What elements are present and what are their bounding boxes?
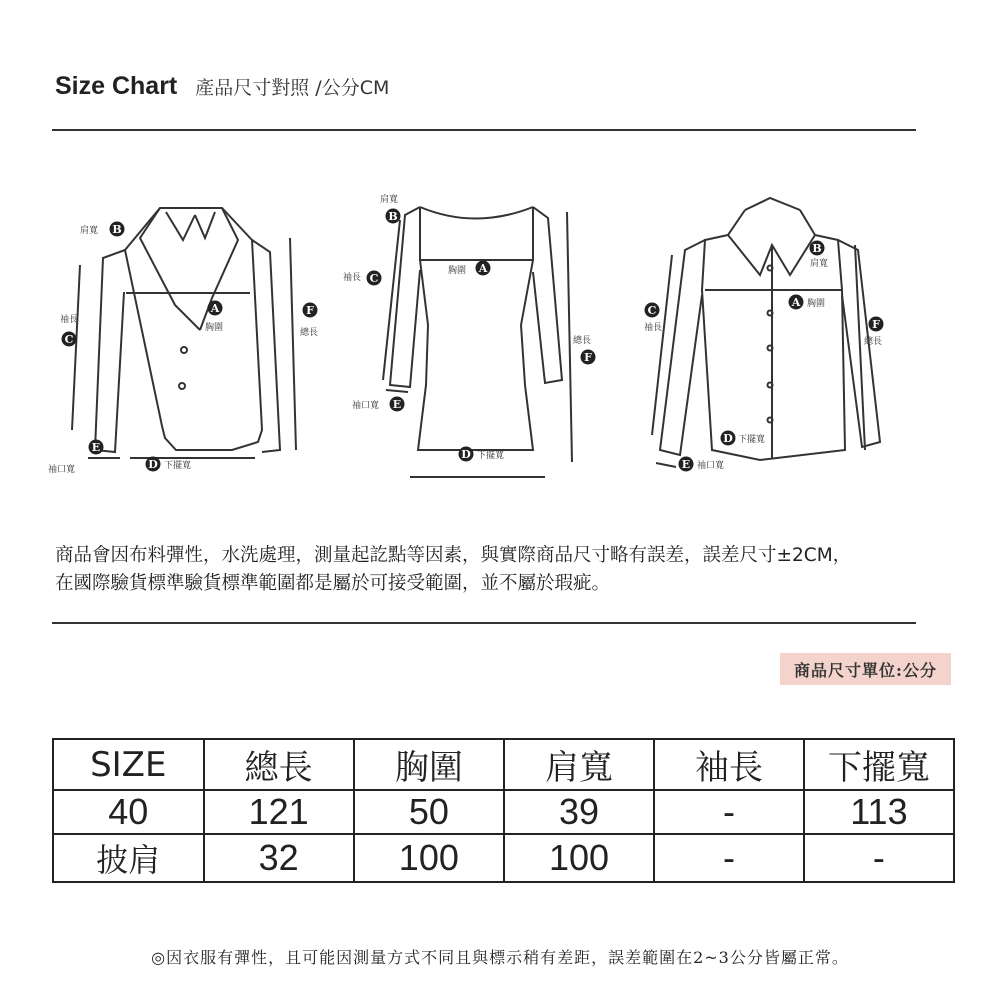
- svg-text:C: C: [647, 304, 657, 317]
- jacket-label-shoulder: 肩寬: [80, 226, 99, 236]
- jacket-label-length: 總長: [300, 328, 319, 338]
- table-cell: 39: [504, 790, 654, 834]
- dress-badge-c: [367, 271, 382, 286]
- jacket-label-chest: 胸圍: [205, 323, 224, 333]
- table-row: [53, 834, 954, 882]
- svg-text:D: D: [461, 448, 471, 461]
- jacket-badge-d: [146, 457, 161, 472]
- svg-text:B: B: [388, 210, 398, 223]
- svg-text:E: E: [91, 441, 101, 454]
- svg-text:A: A: [478, 262, 488, 275]
- table-cell: 50: [354, 790, 504, 834]
- measurement-note: [55, 542, 851, 598]
- divider-top: [52, 129, 916, 131]
- table-cell: 100: [504, 834, 654, 882]
- jacket-badge-a: [208, 301, 223, 316]
- divider-middle: [52, 622, 916, 624]
- dress-diagram: [383, 207, 572, 477]
- dress-label-length: 總長: [573, 336, 592, 346]
- table-cell: 121: [204, 790, 354, 834]
- svg-text:C: C: [369, 272, 379, 285]
- svg-text:C: C: [64, 333, 74, 346]
- svg-text:A: A: [791, 296, 801, 309]
- svg-text:A: A: [210, 302, 220, 315]
- table-cell: -: [804, 834, 954, 882]
- jacket-badge-b: [110, 222, 125, 237]
- shirt-diagram: [652, 198, 883, 467]
- dress-badge-f: [581, 350, 596, 365]
- jacket-badge-c: [62, 332, 77, 347]
- svg-text:D: D: [723, 432, 733, 445]
- dress-badge-d: [459, 447, 474, 462]
- table-cell: -: [654, 790, 804, 834]
- page-title: Size Chart: [55, 72, 178, 100]
- header-shoulder: 肩寬: [504, 739, 654, 790]
- table-cell: 113: [804, 790, 954, 834]
- dress-badge-a: [476, 261, 491, 276]
- page-subtitle: 產品尺寸對照 /公分CM: [195, 77, 390, 99]
- shirt-badge-e: [679, 457, 694, 472]
- page-header: [55, 72, 389, 101]
- svg-text:B: B: [812, 242, 822, 255]
- table-cell: 32: [204, 834, 354, 882]
- note-line-1: 商品會因布料彈性，水洗處理，測量起訖點等因素，與實際商品尺寸略有誤差，誤差尺寸±2CM，: [55, 545, 852, 566]
- header-chest: 胸圍: [354, 739, 504, 790]
- dress-label-sleeve: 袖長: [343, 273, 362, 283]
- size-table: [52, 738, 955, 883]
- shirt-label-length: 總長: [864, 337, 883, 347]
- shirt-label-hem: 下擺寬: [738, 435, 766, 445]
- jacket-label-cuff: 袖口寬: [48, 465, 76, 475]
- table-header-row: [53, 739, 954, 790]
- table-row: [53, 790, 954, 834]
- shirt-badge-b: [810, 241, 825, 256]
- table-cell: -: [654, 834, 804, 882]
- dress-label-shoulder: 肩寬: [380, 195, 399, 205]
- dress-badge-e: [390, 397, 405, 412]
- dress-badge-b: [386, 209, 401, 224]
- jacket-label-sleeve: 袖長: [60, 315, 79, 325]
- shirt-badge-c: [645, 303, 660, 318]
- dress-label-cuff: 袖口寬: [352, 401, 380, 411]
- jacket-badge-f: [303, 303, 318, 318]
- shirt-badge-a: [789, 295, 804, 310]
- garment-diagram-svg: [0, 180, 1000, 510]
- svg-text:D: D: [148, 458, 158, 471]
- header-hem: 下擺寬: [804, 739, 954, 790]
- header-length: 總長: [204, 739, 354, 790]
- table-cell: 40: [53, 790, 204, 834]
- note-line-2: 在國際驗貨標準驗貨標準範圍都是屬於可接受範圍，並不屬於瑕疵。: [55, 573, 611, 594]
- table-cell: 100: [354, 834, 504, 882]
- svg-text:F: F: [584, 351, 592, 364]
- svg-text:E: E: [392, 398, 402, 411]
- jacket-diagram: [72, 208, 296, 458]
- garment-diagrams: [0, 180, 1000, 510]
- dress-label-hem: 下擺寬: [477, 451, 505, 461]
- header-size: SIZE: [53, 739, 204, 790]
- shirt-label-shoulder: 肩寬: [810, 259, 829, 269]
- svg-text:F: F: [306, 304, 314, 317]
- table-cell: 披肩: [53, 834, 204, 882]
- shirt-label-cuff: 袖口寬: [697, 461, 725, 471]
- svg-text:E: E: [681, 458, 691, 471]
- shirt-label-chest: 胸圍: [807, 299, 826, 309]
- svg-text:F: F: [872, 318, 880, 331]
- unit-badge: 商品尺寸單位:公分: [780, 653, 951, 685]
- header-sleeve: 袖長: [654, 739, 804, 790]
- dress-label-chest: 胸圍: [448, 266, 467, 276]
- footnote: ◎因衣服有彈性，且可能因測量方式不同且與標示稍有差距，誤差範圍在2~3公分皆屬正常。: [151, 948, 849, 967]
- shirt-label-sleeve: 袖長: [644, 323, 663, 333]
- svg-text:B: B: [112, 223, 122, 236]
- jacket-badge-e: [89, 440, 104, 455]
- shirt-badge-d: [721, 431, 736, 446]
- jacket-label-hem: 下擺寬: [164, 461, 192, 471]
- shirt-badge-f: [869, 317, 884, 332]
